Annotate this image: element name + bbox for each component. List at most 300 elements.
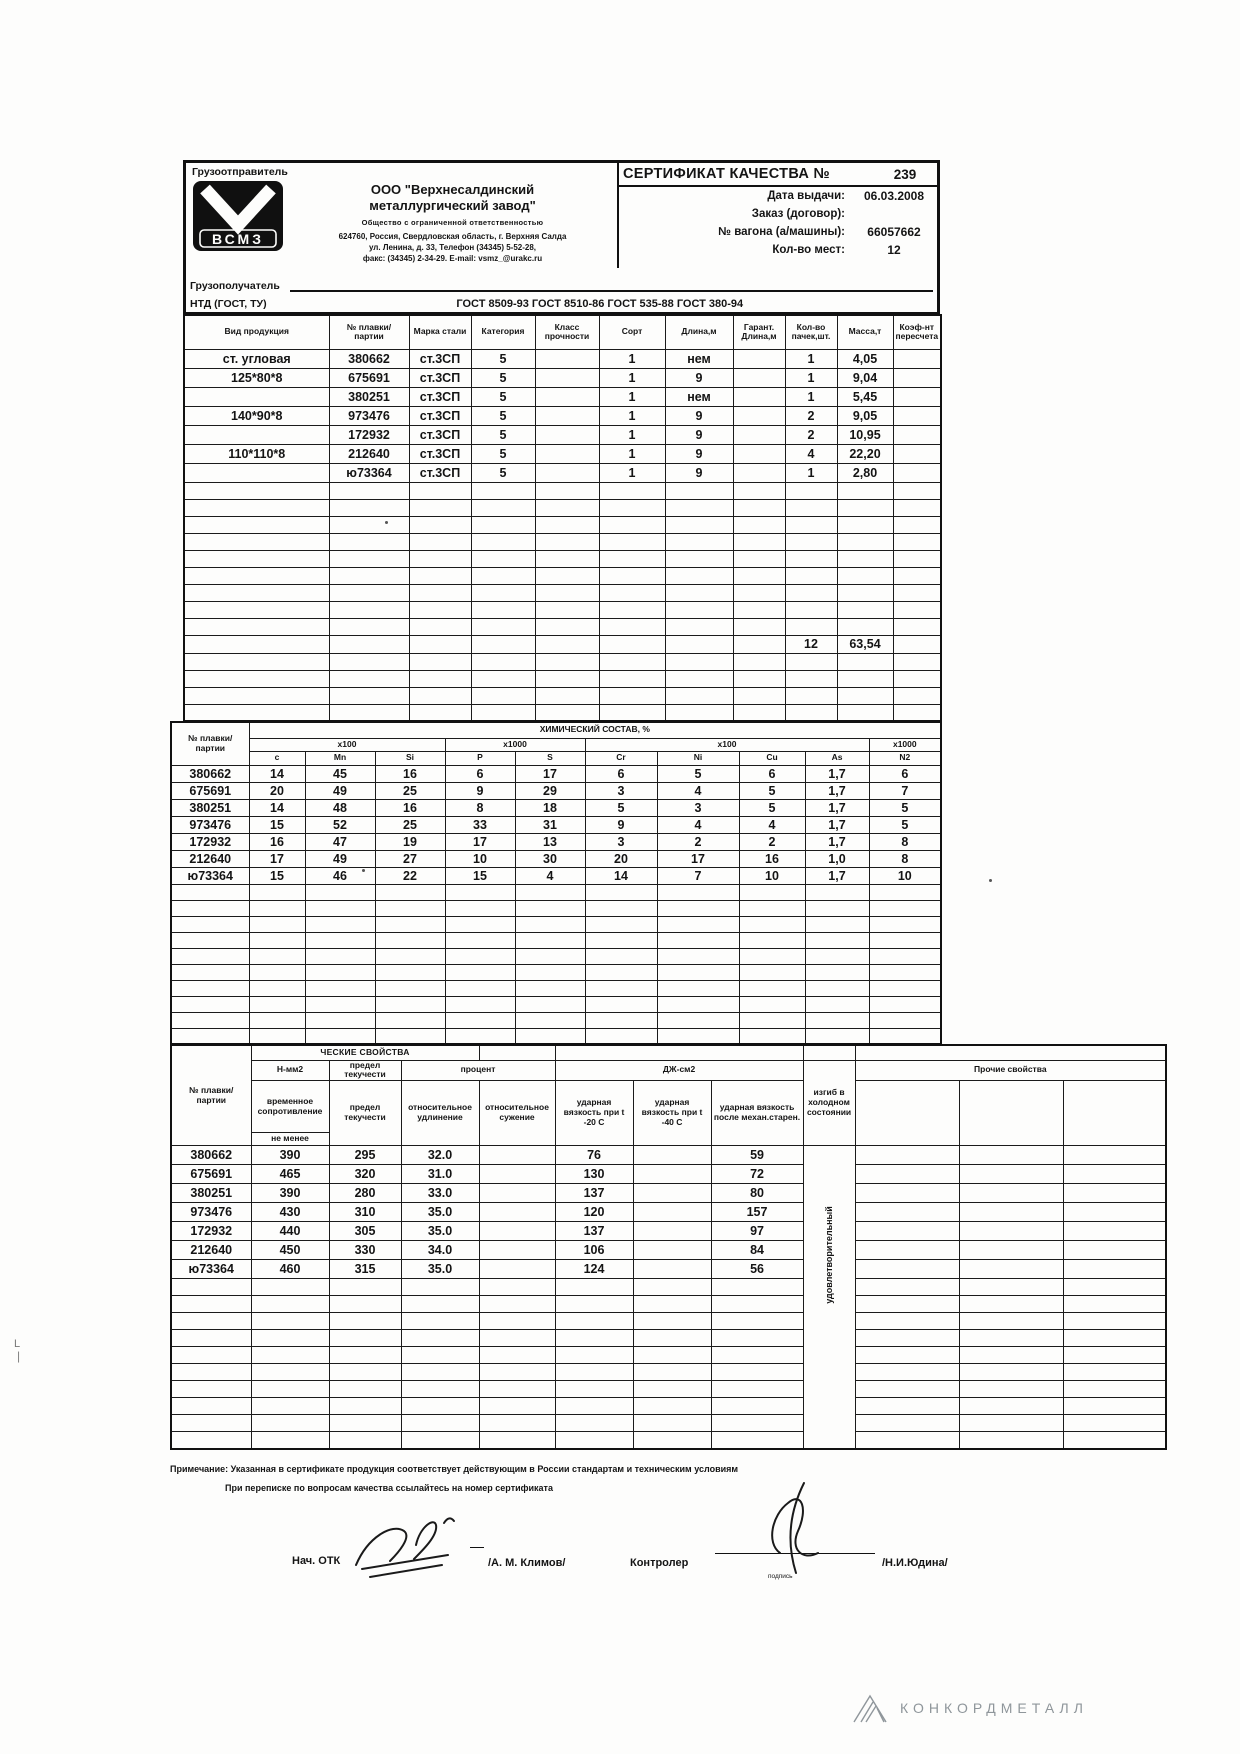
cell — [633, 1222, 711, 1241]
empty-cell — [445, 916, 515, 932]
cell: 9 — [665, 425, 733, 444]
cell: 440 — [251, 1222, 329, 1241]
empty-cell — [305, 1028, 375, 1044]
col-header: Кол-во пачек,шт. — [785, 315, 837, 349]
cell: 17 — [445, 833, 515, 850]
empty-cell — [401, 1296, 479, 1313]
cell: 330 — [329, 1241, 401, 1260]
empty-cell — [329, 1415, 401, 1432]
cell: 450 — [251, 1241, 329, 1260]
empty-cell — [555, 1364, 633, 1381]
empty-cell — [409, 687, 471, 704]
cell: 45 — [305, 765, 375, 782]
empty-cell — [585, 1012, 657, 1028]
empty-cell — [375, 948, 445, 964]
cell — [893, 425, 941, 444]
empty-cell — [633, 1364, 711, 1381]
empty-cell — [535, 601, 599, 618]
empty-cell — [739, 964, 805, 980]
empty-cell — [184, 567, 329, 584]
empty-cell — [1063, 1330, 1166, 1347]
empty-cell — [1063, 1415, 1166, 1432]
empty-cell — [251, 1364, 329, 1381]
empty-cell — [657, 900, 739, 916]
empty-cell — [711, 1296, 803, 1313]
empty-cell — [171, 996, 249, 1012]
cell: 465 — [251, 1165, 329, 1184]
empty-cell — [184, 516, 329, 533]
empty-cell — [837, 601, 893, 618]
cert-field-value: 66057662 — [867, 225, 921, 239]
cell: 22,20 — [837, 444, 893, 463]
note-correspondence: При переписке по вопросам качества ссылайтесь на номер сертификата — [225, 1482, 553, 1493]
empty-cell — [739, 884, 805, 900]
empty-cell — [893, 499, 941, 516]
unit-jcm2: ДЖ-см2 — [555, 1060, 803, 1081]
empty-cell — [445, 948, 515, 964]
empty-cell — [535, 567, 599, 584]
empty-row — [184, 687, 941, 704]
empty-cell — [375, 900, 445, 916]
empty-cell — [837, 516, 893, 533]
empty-cell — [711, 1364, 803, 1381]
cell — [633, 1165, 711, 1184]
cell: 10 — [869, 867, 941, 884]
cell: 9 — [665, 406, 733, 425]
empty-cell — [515, 948, 585, 964]
empty-cell — [535, 635, 599, 653]
empty-cell — [711, 1381, 803, 1398]
empty-cell — [599, 499, 665, 516]
empty-cell — [1063, 1364, 1166, 1381]
empty-cell — [959, 1347, 1063, 1364]
empty-row — [171, 1347, 1166, 1364]
empty-cell — [249, 932, 305, 948]
empty-cell — [657, 1012, 739, 1028]
cell: 3 — [585, 782, 657, 799]
empty-cell — [665, 584, 733, 601]
cell — [535, 368, 599, 387]
empty-cell — [184, 584, 329, 601]
empty-cell — [535, 550, 599, 567]
cell — [479, 1184, 555, 1203]
empty-cell — [599, 567, 665, 584]
empty-cell — [959, 1296, 1063, 1313]
empty-cell — [171, 1364, 251, 1381]
empty-cell — [555, 1330, 633, 1347]
products-table — [183, 314, 942, 722]
empty-header — [803, 1045, 855, 1060]
empty-cell — [409, 533, 471, 550]
cell: 25 — [375, 816, 445, 833]
cell: 6 — [445, 765, 515, 782]
empty-row — [184, 550, 941, 567]
cell: 4 — [785, 444, 837, 463]
otk-head-label: Нач. ОТК — [292, 1554, 341, 1567]
scan-artifact-mark: L ❘ — [14, 1338, 24, 1363]
empty-cell — [599, 635, 665, 653]
cell: 212640 — [329, 444, 409, 463]
ntd-label: НТД (ГОСТ, ТУ) — [190, 297, 267, 310]
cell: 3 — [657, 799, 739, 816]
empty-cell — [665, 567, 733, 584]
cell: 25 — [375, 782, 445, 799]
empty-cell — [599, 482, 665, 499]
empty-cell — [599, 533, 665, 550]
chem-row — [171, 799, 941, 816]
cell: 310 — [329, 1203, 401, 1222]
cell: ст.3СП — [409, 463, 471, 482]
cell: 5 — [739, 782, 805, 799]
cell: 13 — [515, 833, 585, 850]
cell: 15 — [445, 867, 515, 884]
empty-cell — [471, 584, 535, 601]
empty-cell — [665, 653, 733, 670]
cell: 31.0 — [401, 1165, 479, 1184]
empty-cell — [171, 1347, 251, 1364]
empty-cell — [837, 567, 893, 584]
empty-cell — [409, 618, 471, 635]
cell: 19 — [375, 833, 445, 850]
empty-cell — [805, 980, 869, 996]
empty-cell — [733, 550, 785, 567]
empty-cell — [837, 499, 893, 516]
empty-cell — [251, 1432, 329, 1449]
cell: 124 — [555, 1260, 633, 1279]
empty-cell — [785, 482, 837, 499]
empty-cell — [375, 916, 445, 932]
cell — [479, 1146, 555, 1165]
empty-cell — [893, 533, 941, 550]
note-standards: Примечание: Указанная в сертификате продукция соответствует действующим в России стандартам и техническим условиям — [170, 1463, 739, 1474]
controller-label: Контролер — [630, 1556, 689, 1569]
cell — [535, 387, 599, 406]
cell: 4 — [657, 782, 739, 799]
cell — [633, 1146, 711, 1165]
empty-cell — [585, 964, 657, 980]
empty-cell — [585, 980, 657, 996]
empty-cell — [805, 1028, 869, 1044]
empty-row — [171, 884, 941, 900]
empty-cell — [184, 618, 329, 635]
mechanical-properties-table — [170, 1044, 1167, 1450]
multiplier-header: х1000 — [445, 738, 585, 751]
empty-cell — [409, 499, 471, 516]
empty-cell — [959, 1260, 1063, 1279]
cell: 4 — [515, 867, 585, 884]
empty-cell — [479, 1330, 555, 1347]
empty-cell — [251, 1381, 329, 1398]
empty-cell — [471, 670, 535, 687]
empty-cell — [855, 1203, 959, 1222]
cell — [633, 1203, 711, 1222]
cell: 76 — [555, 1146, 633, 1165]
cert-field-label: Заказ (договор): — [751, 208, 845, 220]
cell: 5 — [471, 368, 535, 387]
empty-cell — [409, 704, 471, 721]
row-header: № плавки/ партии — [171, 1045, 251, 1146]
empty-cell — [471, 516, 535, 533]
certificate-document — [170, 160, 1047, 1621]
product-row — [184, 444, 941, 463]
empty-cell — [249, 884, 305, 900]
cell: ст.3СП — [409, 368, 471, 387]
empty-cell — [869, 900, 941, 916]
multiplier-header: х1000 — [869, 738, 941, 751]
empty-cell — [249, 996, 305, 1012]
cell — [893, 349, 941, 368]
empty-cell — [251, 1279, 329, 1296]
element-header: Cu — [739, 751, 805, 765]
mech-row — [171, 1203, 1166, 1222]
mech-row — [171, 1146, 1166, 1165]
empty-cell — [633, 1347, 711, 1364]
consignee-row — [186, 268, 937, 295]
empty-cell — [184, 670, 329, 687]
empty-cell — [869, 980, 941, 996]
empty-cell — [401, 1279, 479, 1296]
cell: 32.0 — [401, 1146, 479, 1165]
multiplier-header: х100 — [249, 738, 445, 751]
batch-id-cell: 675691 — [171, 1165, 251, 1184]
cell: 35.0 — [401, 1203, 479, 1222]
empty-row — [171, 1028, 941, 1044]
empty-cell — [329, 653, 409, 670]
col-header: Марка стали — [409, 315, 471, 349]
cell: ст.3СП — [409, 387, 471, 406]
empty-cell — [855, 1296, 959, 1313]
certificate-section — [619, 163, 937, 268]
empty-cell — [479, 1381, 555, 1398]
empty-cell — [633, 1398, 711, 1415]
empty-cell — [739, 1012, 805, 1028]
empty-cell — [409, 670, 471, 687]
empty-cell — [375, 932, 445, 948]
cell: 106 — [555, 1241, 633, 1260]
mech-title-row — [171, 1045, 1166, 1060]
cell: 1 — [785, 349, 837, 368]
empty-cell — [171, 1028, 249, 1044]
product-row — [184, 463, 941, 482]
cell: 5 — [471, 406, 535, 425]
cell: 380251 — [329, 387, 409, 406]
cell: 1 — [599, 349, 665, 368]
empty-cell — [329, 499, 409, 516]
empty-cell — [959, 1241, 1063, 1260]
cell: 1,7 — [805, 799, 869, 816]
cell: 15 — [249, 816, 305, 833]
empty-cell — [855, 1222, 959, 1241]
empty-cell — [959, 1184, 1063, 1203]
empty-cell — [1063, 1313, 1166, 1330]
empty-cell — [1063, 1165, 1166, 1184]
batch-id-cell: ю73364 — [171, 1260, 251, 1279]
chem-row — [171, 765, 941, 782]
empty-cell — [665, 687, 733, 704]
cell — [733, 463, 785, 482]
empty-row — [171, 1279, 1166, 1296]
empty-cell — [535, 704, 599, 721]
col-header: относительное удлинение — [401, 1081, 479, 1146]
col-header: Масса,т — [837, 315, 893, 349]
empty-cell — [733, 516, 785, 533]
empty-cell — [633, 1432, 711, 1449]
cell: 20 — [249, 782, 305, 799]
cell — [733, 368, 785, 387]
cell: 5 — [869, 816, 941, 833]
empty-cell — [633, 1313, 711, 1330]
empty-cell — [869, 932, 941, 948]
cell — [893, 463, 941, 482]
empty-cell — [1063, 1347, 1166, 1364]
empty-cell — [805, 884, 869, 900]
col-header: Гарант. Длина,м — [733, 315, 785, 349]
cell: 2 — [785, 425, 837, 444]
empty-cell — [733, 533, 785, 550]
empty-cell — [855, 1347, 959, 1364]
cell: 1 — [599, 406, 665, 425]
empty-row — [184, 533, 941, 550]
empty-cell — [739, 900, 805, 916]
empty-cell — [329, 482, 409, 499]
cell: 18 — [515, 799, 585, 816]
empty-cell — [855, 1432, 959, 1449]
cell: 5 — [739, 799, 805, 816]
cell: 1,7 — [805, 765, 869, 782]
empty-cell — [251, 1347, 329, 1364]
empty-cell — [184, 601, 329, 618]
empty-cell — [375, 964, 445, 980]
batch-id-cell: 380251 — [171, 799, 249, 816]
empty-cell — [869, 948, 941, 964]
empty-cell — [893, 653, 941, 670]
empty-cell — [599, 584, 665, 601]
empty-cell — [1063, 1184, 1166, 1203]
cell — [535, 425, 599, 444]
col-header: Категория — [471, 315, 535, 349]
unit-percent: процент — [401, 1060, 555, 1081]
empty-header — [1063, 1081, 1166, 1146]
empty-cell — [305, 948, 375, 964]
bend-result-cell — [803, 1146, 855, 1449]
empty-cell — [837, 533, 893, 550]
empty-row — [184, 584, 941, 601]
cell — [535, 406, 599, 425]
empty-cell — [375, 996, 445, 1012]
empty-cell — [479, 1432, 555, 1449]
empty-cell — [869, 996, 941, 1012]
cell: 97 — [711, 1222, 803, 1241]
cell: 52 — [305, 816, 375, 833]
empty-cell — [785, 601, 837, 618]
empty-row — [171, 1296, 1166, 1313]
cell: 5 — [471, 387, 535, 406]
empty-cell — [805, 932, 869, 948]
mech-row — [171, 1241, 1166, 1260]
empty-cell — [171, 1296, 251, 1313]
empty-cell — [329, 1432, 401, 1449]
cell: 56 — [711, 1260, 803, 1279]
cell — [893, 387, 941, 406]
empty-cell — [599, 687, 665, 704]
empty-cell — [711, 1330, 803, 1347]
cell: 2 — [785, 406, 837, 425]
empty-cell — [893, 635, 941, 653]
empty-cell — [785, 618, 837, 635]
cell: 49 — [305, 782, 375, 799]
empty-row — [184, 499, 941, 516]
cell: 9 — [665, 368, 733, 387]
cell: 33 — [445, 816, 515, 833]
empty-cell — [401, 1313, 479, 1330]
empty-cell — [599, 670, 665, 687]
cell — [733, 444, 785, 463]
certificate-fields — [619, 187, 937, 259]
mech-row — [171, 1184, 1166, 1203]
empty-cell — [375, 980, 445, 996]
empty-cell — [1063, 1241, 1166, 1260]
empty-cell — [171, 1398, 251, 1415]
cell: ст.3СП — [409, 349, 471, 368]
empty-cell — [711, 1432, 803, 1449]
empty-cell — [893, 516, 941, 533]
cell: 9 — [665, 463, 733, 482]
empty-cell — [184, 653, 329, 670]
cell: 35.0 — [401, 1222, 479, 1241]
cell: 14 — [585, 867, 657, 884]
signature-yudina-handwriting — [758, 1479, 838, 1579]
mech-row — [171, 1222, 1166, 1241]
empty-row — [171, 1432, 1166, 1449]
empty-cell — [515, 1012, 585, 1028]
empty-cell — [599, 601, 665, 618]
unit-yield-label: предел текучести — [329, 1060, 401, 1081]
cell: 125*80*8 — [184, 368, 329, 387]
empty-cell — [375, 884, 445, 900]
scan-artifact-dot — [385, 521, 388, 524]
empty-cell — [785, 670, 837, 687]
empty-cell — [711, 1415, 803, 1432]
cell: 17 — [515, 765, 585, 782]
empty-cell — [555, 1279, 633, 1296]
empty-cell — [249, 980, 305, 996]
empty-cell — [1063, 1398, 1166, 1415]
empty-cell — [535, 516, 599, 533]
chem-row — [171, 867, 941, 884]
cell: 15 — [249, 867, 305, 884]
watermark — [852, 1692, 1088, 1724]
cert-field-label: Дата выдачи: — [767, 190, 845, 202]
empty-cell — [171, 900, 249, 916]
cell: 973476 — [329, 406, 409, 425]
empty-cell — [785, 550, 837, 567]
empty-cell — [855, 1415, 959, 1432]
cell: 30 — [515, 850, 585, 867]
empty-cell — [599, 653, 665, 670]
element-header: As — [805, 751, 869, 765]
cell: 1 — [785, 387, 837, 406]
empty-cell — [401, 1330, 479, 1347]
cell: 137 — [555, 1184, 633, 1203]
empty-cell — [837, 584, 893, 601]
empty-cell — [633, 1296, 711, 1313]
empty-cell — [665, 670, 733, 687]
empty-cell — [599, 704, 665, 721]
empty-cell — [515, 932, 585, 948]
cell — [184, 425, 329, 444]
empty-cell — [657, 948, 739, 964]
empty-cell — [535, 533, 599, 550]
